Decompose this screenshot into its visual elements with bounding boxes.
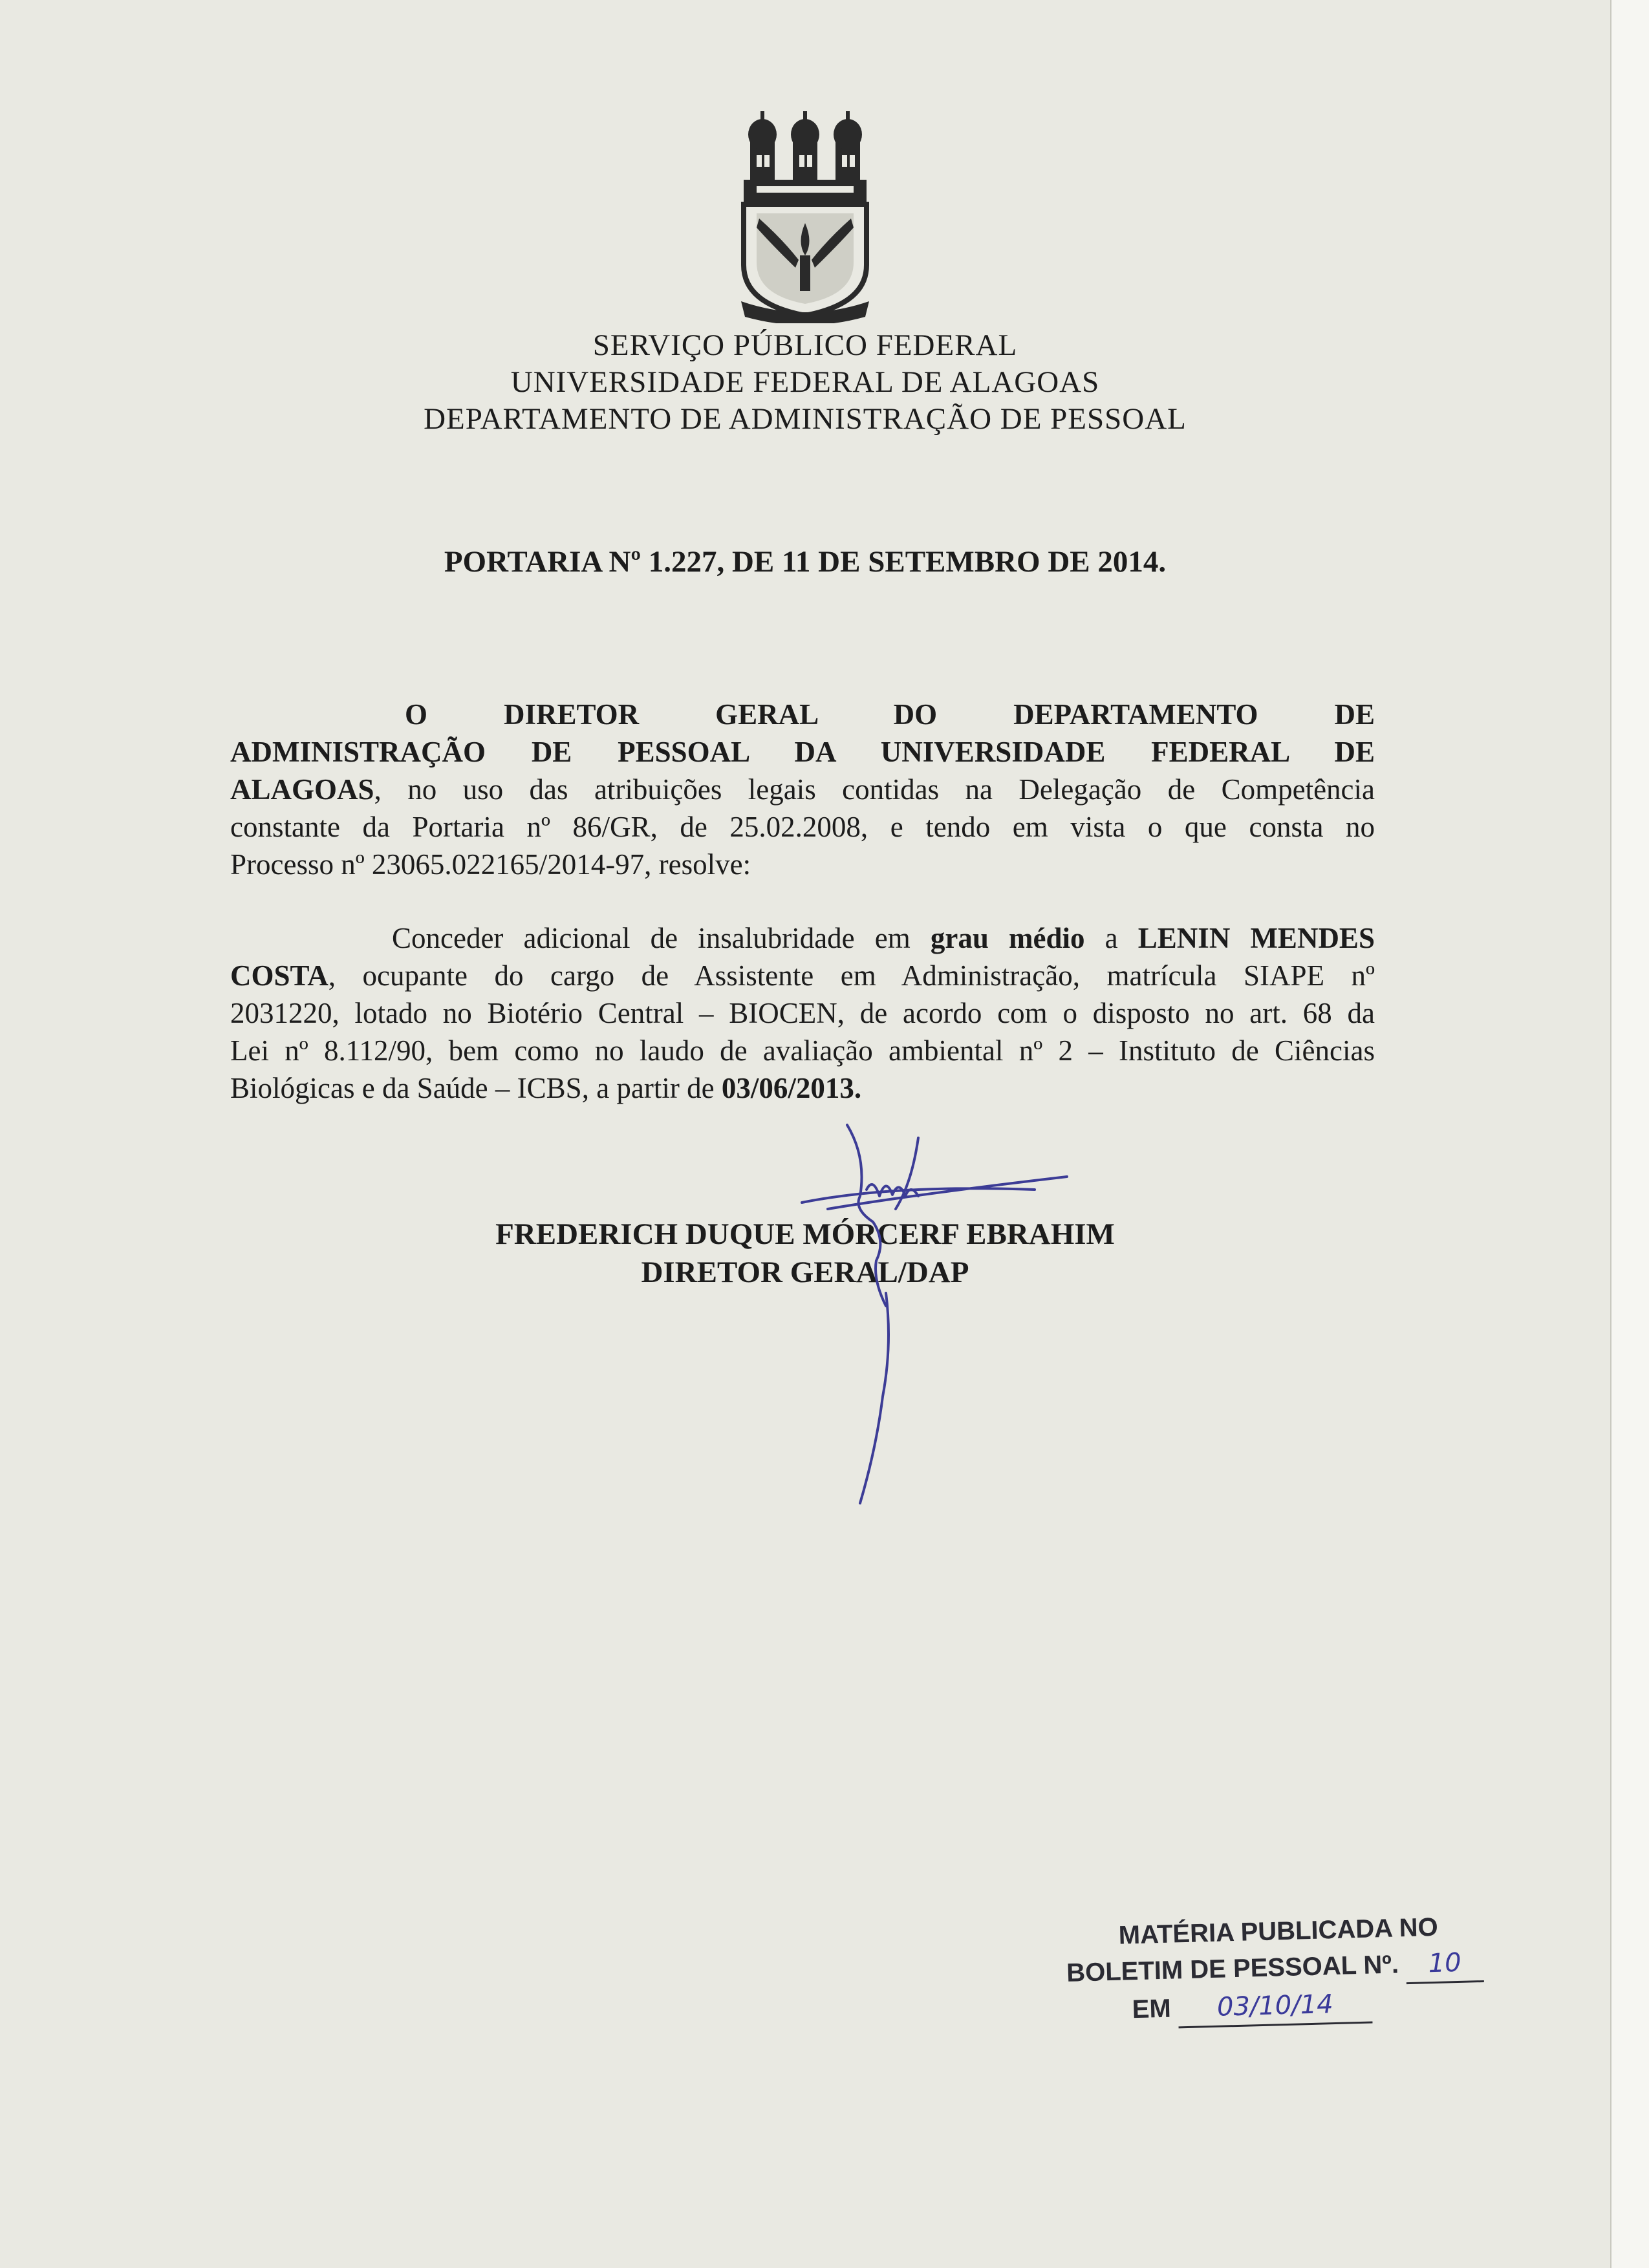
signatory-name: FREDERICH DUQUE MÓRCERF EBRAHIM	[495, 1217, 1115, 1251]
page-edge	[1610, 0, 1649, 2268]
publication-stamp	[1065, 1909, 1462, 2068]
preamble-line: O DIRETOR GERAL DO DEPARTAMENTO DE	[405, 698, 1375, 731]
stamp-label: EM	[1132, 1994, 1172, 2024]
preamble-line: Processo nº 23065.022165/2014-97, resolve:	[230, 848, 751, 881]
preamble-paragraph	[230, 696, 1375, 883]
resolution-text: Biológicas e da Saúde – ICBS, a partir de	[230, 1072, 722, 1104]
stamp-value	[1405, 1944, 1484, 1984]
university-crest-icon	[737, 110, 873, 323]
resolution-line	[230, 919, 1375, 957]
resolution-line: 2031220, lotado no Biotério Central – BIOCEN, de acordo com o disposto no art. 68 da	[230, 997, 1375, 1029]
resolution-text: Conceder adicional de insalubridade em	[392, 922, 931, 954]
stamp-label: BOLETIM DE PESSOAL Nº.	[1066, 1950, 1399, 1987]
stamp-line: MATÉRIA PUBLICADA NO	[1118, 1912, 1439, 1950]
header-service: SERVIÇO PÚBLICO FEDERAL	[592, 328, 1018, 362]
preamble-line: constante da Portaria nº 86/GR, de 25.02.2008, e tendo em vista o que consta no	[230, 811, 1375, 843]
resolution-text: , ocupante do cargo de Assistente em Administração, matrícula SIAPE nº	[328, 959, 1375, 992]
employee-name: COSTA	[230, 959, 329, 992]
stamp-value	[1178, 1985, 1372, 2029]
preamble-bold: ALAGOAS	[230, 773, 374, 806]
resolution-paragraph	[230, 919, 1375, 1107]
effective-date: 03/06/2013.	[721, 1072, 862, 1104]
resolution-line: Lei nº 8.112/90, bem como no laudo de avaliação ambiental nº 2 – Instituto de Ciências	[230, 1034, 1375, 1067]
signatory-title: DIRETOR GERAL/DAP	[641, 1256, 969, 1289]
bulletin-number: 10	[1428, 1947, 1462, 1979]
resolution-line	[230, 957, 1375, 994]
resolution-bold: grau médio	[930, 922, 1085, 954]
header-university: UNIVERSIDADE FEDERAL DE ALAGOAS	[510, 365, 1100, 399]
employee-name: LENIN MENDES	[1137, 922, 1375, 954]
resolution-text: a	[1084, 922, 1138, 954]
publication-date: 03/10/14	[1216, 1989, 1334, 2022]
resolution-line	[230, 1069, 1375, 1107]
preamble-line: ADMINISTRAÇÃO DE PESSOAL DA UNIVERSIDADE FEDERAL DE	[230, 736, 1375, 768]
handwritten-signature	[763, 1112, 1073, 1526]
portaria-title: PORTARIA Nº 1.227, DE 11 DE SETEMBRO DE 2014.	[444, 545, 1167, 579]
preamble-line	[230, 771, 1375, 808]
header-department: DEPARTAMENTO DE ADMINISTRAÇÃO DE PESSOAL	[424, 402, 1187, 436]
preamble-text: , no uso das atribuições legais contidas na Delegação de Competência	[374, 773, 1375, 806]
document-header	[0, 327, 1610, 438]
